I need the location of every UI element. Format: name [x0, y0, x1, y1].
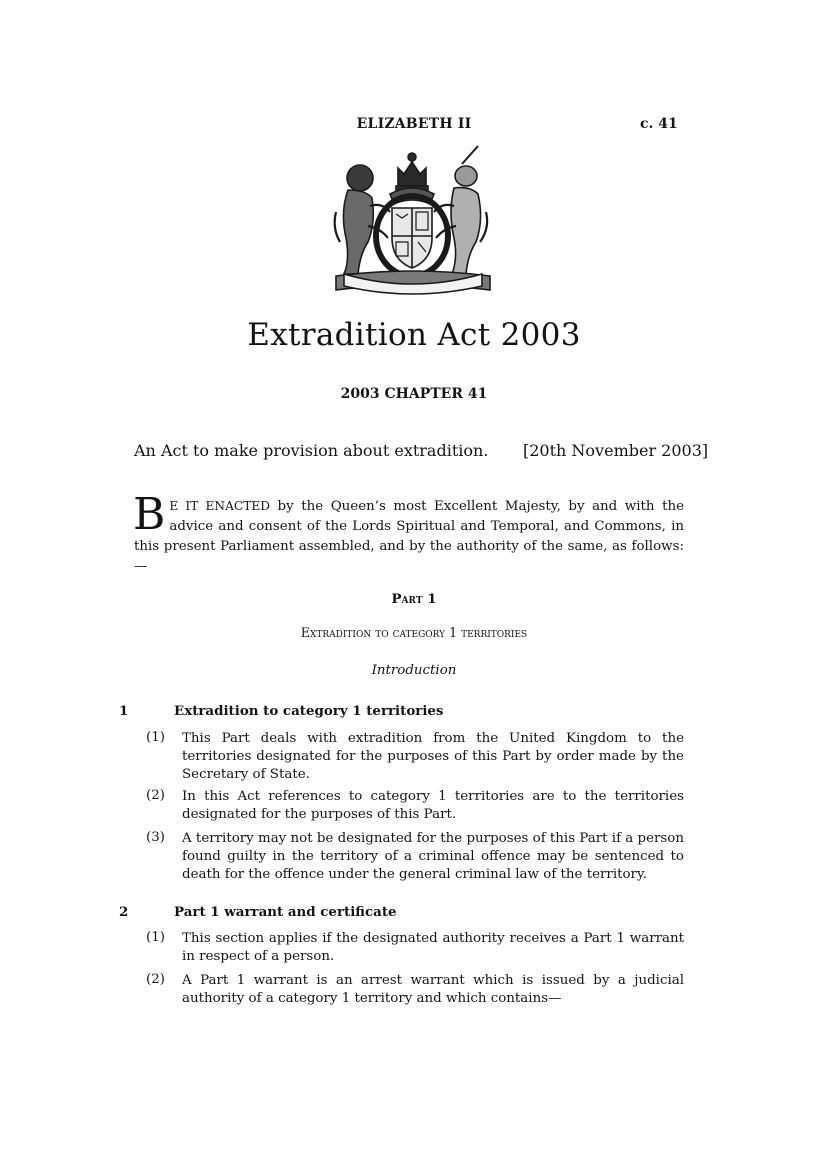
- act-title: Extradition Act 2003: [247, 317, 581, 353]
- subsection-text: A Part 1 warrant is an arrest warrant which is issued by a judicial authority of a category 1 territory and which contains—: [182, 973, 684, 1006]
- part-title: Extradition to category 1 territories: [300, 625, 528, 640]
- section-number: 1: [119, 703, 129, 719]
- section-number: 2: [119, 904, 129, 920]
- crossheading: Introduction: [371, 663, 457, 678]
- royal-coat-of-arms-icon: [330, 142, 495, 297]
- section-heading: Part 1 warrant and certificate: [174, 904, 397, 920]
- subsection-text: This section applies if the designated authority receives a Part 1 warrant in respect of a person.: [182, 931, 684, 964]
- subsection-text: A territory may not be designated for the purposes of this Part if a person found guilty in the territory of a criminal offence may be sentenced to death for the offence under the general criminal law of the territory.: [182, 831, 684, 882]
- royal-assent-date: [20th November 2003]: [523, 441, 709, 460]
- drop-cap: B: [133, 489, 166, 540]
- enacting-formula: [133, 489, 685, 577]
- section-heading: Extradition to category 1 territories: [174, 703, 444, 719]
- chapter-reference: c. 41: [640, 116, 678, 132]
- act-chapter: 2003 CHAPTER 41: [340, 386, 488, 402]
- subsection-text: In this Act references to category 1 territories are to the territories designated for the purposes of this Part.: [182, 789, 684, 822]
- subsection-number: (2): [146, 972, 165, 987]
- subsection-text: This Part deals with extradition from the United Kingdom to the territories designated for the purposes of this Part by order made by the Secretary of State.: [182, 731, 684, 782]
- subsection-number: (3): [146, 830, 165, 845]
- running-head: ELIZABETH II: [356, 116, 472, 132]
- subsection-number: (1): [146, 930, 165, 945]
- long-title: An Act to make provision about extradition.: [134, 441, 489, 460]
- enacting-text: by the Queen’s most Excellent Majesty, by and with the advice and consent of the Lords Spiritual and Temporal, and Commons, in this present Parliament assembled, and by the authority of the same, as follows:—: [134, 499, 685, 574]
- part-number: Part 1: [391, 591, 437, 607]
- subsection-number: (1): [146, 730, 165, 745]
- enacting-small-caps: E IT ENACTED: [169, 499, 270, 513]
- subsection-number: (2): [146, 788, 165, 803]
